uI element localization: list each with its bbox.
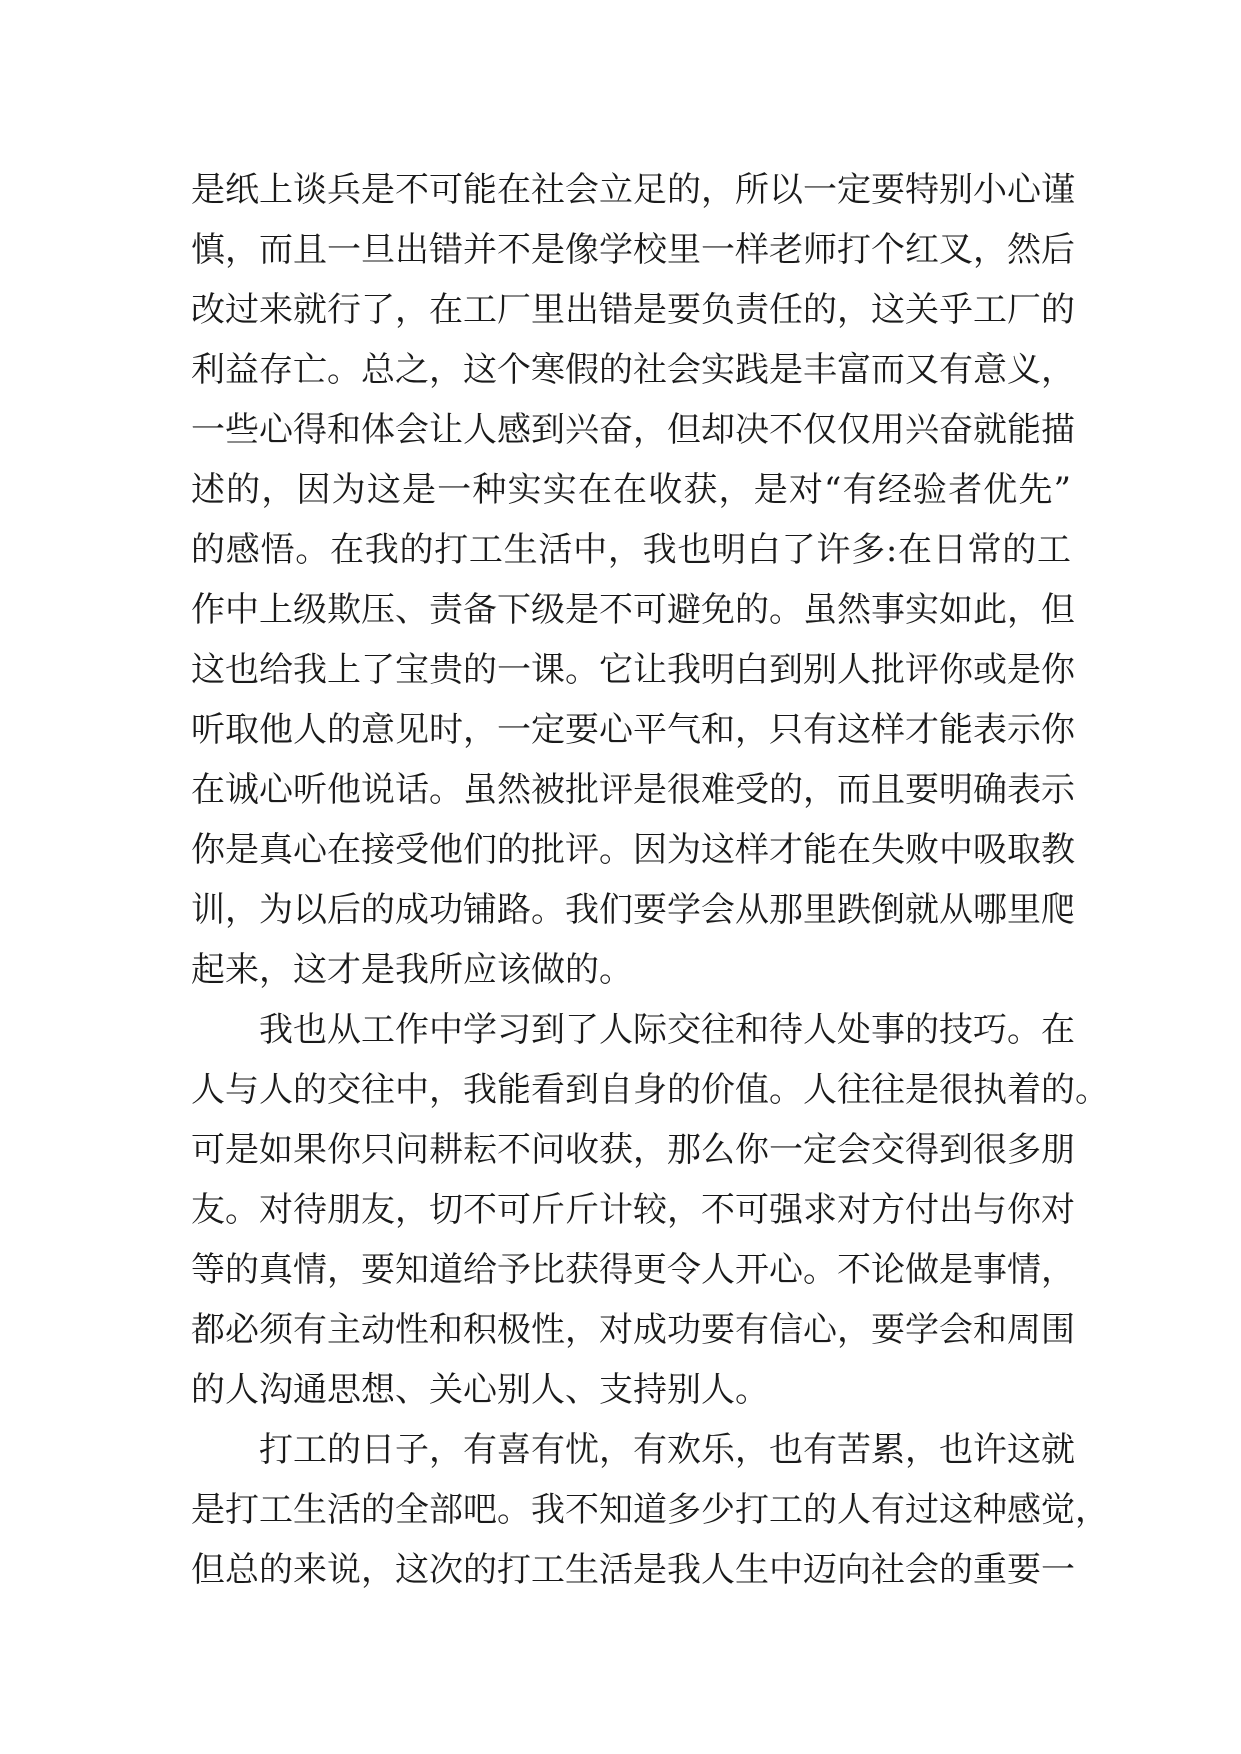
text-line: 慎，而且一旦出错并不是像学校里一样老师打个红叉，然后 bbox=[191, 230, 1075, 270]
text-line: 述的，因为这是一种实实在在收获，是对“有经验者优先” bbox=[191, 470, 1071, 510]
text-line: 是纸上谈兵是不可能在社会立足的，所以一定要特别小心谨 bbox=[191, 170, 1075, 210]
text-line: 的人沟通思想、关心别人、支持别人。 bbox=[191, 1370, 769, 1410]
text-line: 我也从工作中学习到了人际交往和待人处事的技巧。在 bbox=[259, 1010, 1075, 1050]
text-line: 你是真心在接受他们的批评。因为这样才能在失败中吸取教 bbox=[191, 830, 1075, 870]
text-line: 人与人的交往中，我能看到自身的价值。人往往是很执着的。 bbox=[191, 1070, 1109, 1110]
text-line: 可是如果你只问耕耘不问收获，那么你一定会交得到很多朋 bbox=[191, 1130, 1075, 1170]
text-line: 这也给我上了宝贵的一课。它让我明白到别人批评你或是你 bbox=[191, 650, 1075, 690]
text-line: 起来，这才是我所应该做的。 bbox=[191, 950, 633, 990]
paragraph bbox=[191, 1000, 1109, 1420]
text-line: 的感悟。在我的打工生活中，我也明白了许多:在日常的工 bbox=[191, 530, 1071, 570]
text-line: 改过来就行了，在工厂里出错是要负责任的，这关乎工厂的 bbox=[191, 290, 1075, 330]
text-line: 利益存亡。总之，这个寒假的社会实践是丰富而又有意义， bbox=[191, 350, 1075, 390]
paragraph bbox=[191, 160, 1075, 1000]
text-line: 打工的日子，有喜有忧，有欢乐，也有苦累，也许这就 bbox=[259, 1430, 1075, 1470]
text-line: 但总的来说，这次的打工生活是我人生中迈向社会的重要一 bbox=[191, 1550, 1075, 1590]
text-line: 听取他人的意见时，一定要心平气和，只有这样才能表示你 bbox=[191, 710, 1075, 750]
document-body bbox=[191, 160, 1109, 1600]
text-line: 训，为以后的成功铺路。我们要学会从那里跌倒就从哪里爬 bbox=[191, 890, 1075, 930]
text-line: 一些心得和体会让人感到兴奋，但却决不仅仅用兴奋就能描 bbox=[191, 410, 1075, 450]
text-line: 都必须有主动性和积极性，对成功要有信心，要学会和周围 bbox=[191, 1310, 1075, 1350]
text-line: 在诚心听他说话。虽然被批评是很难受的，而且要明确表示 bbox=[191, 770, 1075, 810]
text-line: 友。对待朋友，切不可斤斤计较，不可强求对方付出与你对 bbox=[191, 1190, 1075, 1230]
paragraph bbox=[191, 1420, 1109, 1600]
text-line: 作中上级欺压、责备下级是不可避免的。虽然事实如此，但 bbox=[191, 590, 1075, 630]
text-line: 是打工生活的全部吧。我不知道多少打工的人有过这种感觉， bbox=[191, 1490, 1109, 1530]
text-line: 等的真情，要知道给予比获得更令人开心。不论做是事情， bbox=[191, 1250, 1075, 1290]
